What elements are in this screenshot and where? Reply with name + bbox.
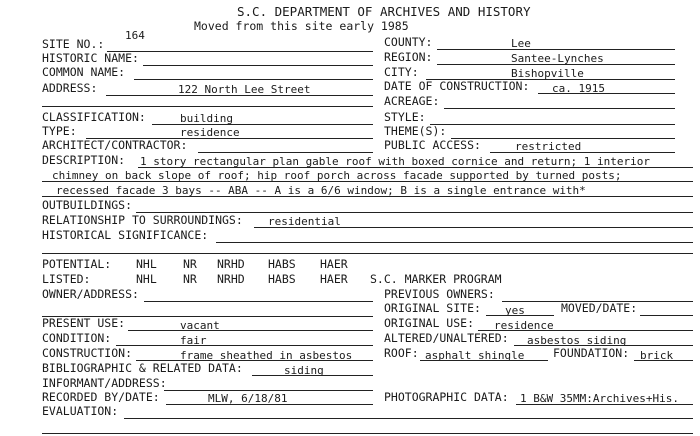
original-site-line bbox=[486, 315, 554, 316]
form-title: S.C. DEPARTMENT OF ARCHIVES AND HISTORY bbox=[237, 4, 531, 19]
previous-owners-label: PREVIOUS OWNERS: bbox=[384, 287, 495, 301]
city-label: CITY: bbox=[384, 65, 419, 79]
architect-line bbox=[198, 152, 373, 153]
photographic-value: 1 B&W 35MM:Archives+His. bbox=[520, 392, 679, 405]
significance-line bbox=[216, 242, 693, 243]
description-line-3: recessed facade 3 bays -- ABA -- A is a 6/6 window; B is a single entrance with* bbox=[56, 184, 586, 197]
condition-label: CONDITION: bbox=[42, 331, 112, 345]
description-label: DESCRIPTION: bbox=[42, 153, 126, 167]
potential-nrhd: NRHD bbox=[217, 257, 245, 271]
recorded-line bbox=[166, 404, 373, 405]
listed-label: LISTED: bbox=[42, 272, 91, 286]
listed-nrhd: NRHD bbox=[217, 272, 245, 286]
moved-date-label: MOVED/DATE: bbox=[561, 301, 638, 315]
recorded-value: MLW, 6/18/81 bbox=[208, 392, 288, 405]
informant-line bbox=[164, 390, 373, 391]
public-access-value: restricted bbox=[515, 140, 582, 153]
common-name-label: COMMON NAME: bbox=[42, 65, 126, 79]
public-access-line bbox=[490, 152, 675, 153]
photographic-label: PHOTOGRAPHIC DATA: bbox=[384, 390, 509, 404]
present-use-line bbox=[128, 330, 373, 331]
description-underline-2 bbox=[42, 181, 693, 182]
foundation-value: brick bbox=[640, 349, 674, 362]
acreage-label: ACREAGE: bbox=[384, 94, 440, 108]
moved-note: Moved from this site early 1985 bbox=[194, 19, 409, 33]
county-line bbox=[437, 49, 675, 50]
altered-label: ALTERED/UNALTERED: bbox=[384, 331, 509, 345]
owner-address-label: OWNER/ADDRESS: bbox=[42, 287, 139, 301]
address-label: ADDRESS: bbox=[42, 81, 98, 95]
outbuildings-label: OUTBUILDINGS: bbox=[42, 198, 133, 212]
section-divider bbox=[42, 106, 373, 107]
original-site-label: ORIGINAL SITE: bbox=[384, 301, 481, 315]
acreage-line bbox=[444, 108, 675, 109]
original-site-value: yes bbox=[505, 304, 525, 317]
description-underline-3 bbox=[42, 196, 693, 197]
site-no-value: 164 bbox=[125, 29, 145, 42]
potential-habs: HABS bbox=[268, 257, 296, 271]
architect-label: ARCHITECT/CONTRACTOR: bbox=[42, 138, 188, 152]
description-line-1: 1 story rectangular plan gable roof with boxed cornice and return; 1 interior bbox=[140, 155, 650, 168]
foundation-line bbox=[634, 360, 693, 361]
marker-program-label: S.C. MARKER PROGRAM bbox=[370, 272, 502, 286]
foundation-label: FOUNDATION: bbox=[553, 346, 630, 360]
common-name-line bbox=[134, 79, 373, 80]
type-value: residence bbox=[180, 126, 240, 139]
section-divider-2 bbox=[42, 253, 693, 254]
original-use-line bbox=[478, 330, 693, 331]
date-of-construction-line bbox=[538, 93, 675, 94]
roof-line bbox=[420, 360, 548, 361]
address-line bbox=[106, 95, 373, 96]
date-of-construction-value: ca. 1915 bbox=[552, 82, 605, 95]
present-use-value: vacant bbox=[180, 319, 220, 332]
bibliographic-label: BIBLIOGRAPHIC & RELATED DATA: bbox=[42, 361, 243, 375]
informant-label: INFORMANT/ADDRESS: bbox=[42, 376, 167, 390]
site-no-line bbox=[107, 51, 373, 52]
classification-value: building bbox=[180, 112, 233, 125]
condition-line bbox=[116, 345, 373, 346]
condition-value: fair bbox=[180, 334, 207, 347]
county-label: COUNTY: bbox=[384, 35, 433, 49]
city-value: Bishopville bbox=[511, 67, 584, 80]
theme-label: THEME(S): bbox=[384, 124, 447, 138]
roof-label: ROOF: bbox=[384, 346, 419, 360]
construction-label: CONSTRUCTION: bbox=[42, 346, 133, 360]
owner-address-line bbox=[144, 301, 373, 302]
region-label: REGION: bbox=[384, 50, 433, 64]
evaluation-label: EVALUATION: bbox=[42, 404, 119, 418]
moved-date-line bbox=[640, 315, 693, 316]
historic-name-label: HISTORIC NAME: bbox=[42, 51, 139, 65]
style-label: STYLE: bbox=[384, 110, 426, 124]
bibliographic-value: siding bbox=[284, 364, 324, 377]
potential-haer: HAER bbox=[320, 257, 348, 271]
address-value: 122 North Lee Street bbox=[178, 83, 311, 96]
date-of-construction-label: DATE OF CONSTRUCTION: bbox=[384, 79, 530, 93]
original-use-value: residence bbox=[494, 319, 554, 332]
description-line-2: chimney on back slope of roof; hip roof porch across facade supported by turned posts; bbox=[52, 169, 622, 182]
style-line bbox=[430, 124, 675, 125]
listed-nhl: NHL bbox=[136, 272, 157, 286]
type-label: TYPE: bbox=[42, 124, 77, 138]
altered-value: asbestos siding bbox=[527, 334, 627, 347]
potential-nhl: NHL bbox=[136, 257, 157, 271]
classification-line bbox=[152, 124, 373, 125]
county-value: Lee bbox=[511, 37, 531, 50]
original-use-label: ORIGINAL USE: bbox=[384, 316, 475, 330]
listed-habs: HABS bbox=[268, 272, 296, 286]
present-use-label: PRESENT USE: bbox=[42, 316, 126, 330]
potential-label: POTENTIAL: bbox=[42, 257, 112, 271]
potential-nr: NR bbox=[183, 257, 197, 271]
evaluation-line bbox=[124, 418, 693, 419]
relationship-line bbox=[254, 227, 693, 228]
relationship-value: residential bbox=[268, 215, 341, 228]
listed-haer: HAER bbox=[320, 272, 348, 286]
public-access-label: PUBLIC ACCESS: bbox=[384, 138, 481, 152]
theme-line bbox=[451, 138, 675, 139]
significance-label: HISTORICAL SIGNIFICANCE: bbox=[42, 228, 209, 242]
bibliographic-line bbox=[252, 375, 373, 376]
region-value: Santee-Lynches bbox=[511, 52, 604, 65]
roof-value: asphalt shingle bbox=[425, 349, 525, 362]
listed-nr: NR bbox=[183, 272, 197, 286]
region-line bbox=[437, 64, 675, 65]
relationship-label: RELATIONSHIP TO SURROUNDINGS: bbox=[42, 213, 243, 227]
photographic-line bbox=[516, 404, 693, 405]
classification-label: CLASSIFICATION: bbox=[42, 110, 146, 124]
recorded-label: RECORDED BY/DATE: bbox=[42, 390, 160, 404]
historic-name-line bbox=[143, 65, 373, 66]
evaluation-line-2 bbox=[42, 433, 693, 434]
site-no-label: SITE NO.: bbox=[42, 37, 105, 51]
description-underline-1 bbox=[138, 167, 693, 168]
construction-value: frame sheathed in asbestos bbox=[180, 349, 353, 362]
